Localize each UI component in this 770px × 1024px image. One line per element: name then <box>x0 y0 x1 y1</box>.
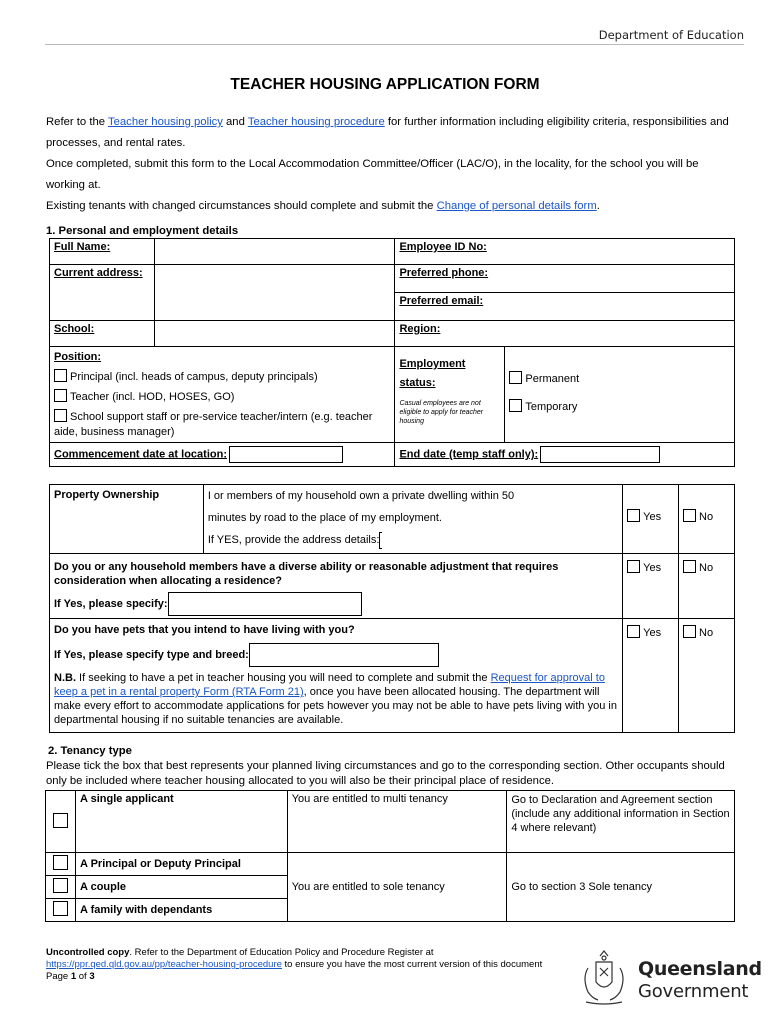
footer-text-b: to ensure you have the most current version of this document <box>281 959 543 970</box>
region-label: Region: <box>399 323 441 335</box>
pets-cell <box>50 619 623 733</box>
goto-section-3-text: Go to section 3 Sole tenancy <box>507 853 735 922</box>
school-label: School: <box>50 321 155 347</box>
property-no-label: No <box>699 511 714 523</box>
property-no-cell[interactable] <box>679 485 735 554</box>
employee-id-label: Employee ID No: <box>399 241 487 253</box>
principal-checkbox[interactable] <box>54 369 67 382</box>
permanent-option[interactable] <box>509 365 730 393</box>
diverse-ability-cell <box>50 554 623 619</box>
preferred-email-cell[interactable] <box>395 293 735 321</box>
ability-yes-cell[interactable] <box>623 554 679 619</box>
property-line-3: If YES, provide the address details: <box>207 534 380 546</box>
diverse-ability-question: Do you or any household members have a diverse ability or reasonable adjustment that requires consideration when allocating a residence? <box>54 561 559 587</box>
pets-question: Do you have pets that you intend to have living with you? <box>54 624 355 636</box>
diverse-ability-input[interactable] <box>168 592 362 616</box>
employment-status-options <box>505 347 735 443</box>
employment-status-label-1: Employment <box>399 358 466 370</box>
permanent-checkbox[interactable] <box>509 371 522 384</box>
family-label: A family with dependants <box>75 899 287 922</box>
queensland-government-logo <box>574 948 762 1008</box>
permanent-label: Permanent <box>525 373 580 385</box>
single-applicant-label: A single applicant <box>75 791 287 853</box>
pets-yes-checkbox[interactable] <box>627 625 640 638</box>
intro-text-1a: Refer to the <box>46 116 108 128</box>
pets-yes-cell[interactable] <box>623 619 679 733</box>
diverse-ability-specify-label: If Yes, please specify: <box>54 597 168 610</box>
teacher-checkbox[interactable] <box>54 389 67 402</box>
position-label: Position: <box>54 351 102 363</box>
footer-uncontrolled: Uncontrolled copy <box>46 947 130 958</box>
region-cell[interactable] <box>395 321 735 347</box>
pets-nb-text-b: , once you have been allocated housing. The department will make every effort to accommodate applications for pets however you may not be able to have pets living with you in departmental housing if no suitable tenancies are available. <box>54 686 617 726</box>
position-teacher-option[interactable] <box>54 387 390 407</box>
footer-text-a: . Refer to the Department of Education Policy and Procedure Register at <box>129 947 434 958</box>
page-current: 1 <box>70 971 77 982</box>
change-personal-details-link[interactable]: Change of personal details form <box>436 200 597 212</box>
page-total: 3 <box>89 971 95 982</box>
page-number <box>46 971 566 983</box>
goto-declaration-text: Go to Declaration and Agreement section (include any additional information in Section 4 where relevant) <box>507 791 735 853</box>
position-cell <box>50 347 395 443</box>
property-ownership-text <box>203 485 622 554</box>
commencement-date-input[interactable] <box>229 446 343 463</box>
family-checkbox[interactable] <box>53 901 68 916</box>
footer-disclaimer <box>46 947 546 971</box>
footer-text <box>46 947 566 983</box>
tenancy-type-table <box>45 790 735 922</box>
property-yes-cell[interactable] <box>623 485 679 554</box>
intro-text <box>46 112 736 217</box>
school-input[interactable] <box>154 321 395 347</box>
property-ownership-label: Property Ownership <box>50 485 204 554</box>
coat-of-arms-icon <box>574 948 634 1008</box>
preferred-phone-label: Preferred phone: <box>399 267 489 279</box>
pets-no-label: No <box>699 627 714 639</box>
department-header: Department of Education <box>598 28 744 42</box>
position-support-option[interactable] <box>54 409 390 440</box>
property-address-row <box>208 529 618 551</box>
intro-text-1c: for further information including eligibility criteria, responsibilities and processes, and rental rates. <box>46 116 729 149</box>
temporary-checkbox[interactable] <box>509 399 522 412</box>
casual-note: Casual employees are not eligible to apply for teacher housing <box>399 400 484 425</box>
pets-nb-text-a: If seeking to have a pet in teacher housing you will need to complete and submit the <box>76 672 491 684</box>
current-address-input[interactable] <box>154 265 395 321</box>
single-applicant-checkbox[interactable] <box>53 813 68 828</box>
header-divider <box>45 44 744 45</box>
full-name-input[interactable] <box>154 239 395 265</box>
employment-status-cell <box>395 347 505 443</box>
temporary-label: Temporary <box>525 401 578 413</box>
principal-tenancy-checkbox[interactable] <box>53 855 68 870</box>
property-no-checkbox[interactable] <box>683 509 696 522</box>
property-yes-label: Yes <box>643 511 662 523</box>
couple-label: A couple <box>75 876 287 899</box>
rta-form-21-link[interactable]: Request for approval to keep a pet in a rental property Form (RTA Form 21) <box>54 672 605 698</box>
couple-checkbox[interactable] <box>53 878 68 893</box>
multi-tenancy-text: You are entitled to multi tenancy <box>287 791 507 853</box>
sole-tenancy-text: You are entitled to sole tenancy <box>287 853 507 922</box>
end-date-cell <box>395 443 735 467</box>
pets-note <box>54 671 618 727</box>
ability-no-cell[interactable] <box>679 554 735 619</box>
ability-no-checkbox[interactable] <box>683 560 696 573</box>
ability-yes-label: Yes <box>643 562 662 574</box>
principal-tenancy-checkbox-cell[interactable] <box>46 853 76 876</box>
diverse-ability-specify-row <box>54 592 618 616</box>
intro-text-3a: Existing tenants with changed circumstances should complete and submit the <box>46 200 437 212</box>
temporary-option[interactable] <box>509 393 730 421</box>
section-2-description: Please tick the box that best represents your planned living circumstances and go to the corresponding section. Other occupants should only be included where teacher housing allocated to you will also be their principal place of residence. <box>46 760 725 787</box>
property-line-2: minutes by road to the place of my employment. <box>207 512 442 524</box>
position-principal-option[interactable] <box>54 367 390 387</box>
end-date-input[interactable] <box>540 446 660 463</box>
form-title: TEACHER HOUSING APPLICATION FORM <box>230 76 540 93</box>
pets-yes-label: Yes <box>643 627 662 639</box>
section-1-heading: 1. Personal and employment details <box>46 225 239 237</box>
single-applicant-checkbox-cell[interactable] <box>46 791 76 853</box>
pets-no-checkbox[interactable] <box>683 625 696 638</box>
page-label: Page <box>46 971 71 982</box>
employment-status-label-2: status: <box>399 377 436 389</box>
preferred-phone-cell[interactable] <box>395 265 735 293</box>
pets-specify-row <box>54 643 618 667</box>
full-name-label: Full Name: <box>50 239 155 265</box>
principal-label: Principal (incl. heads of campus, deputy principals) <box>70 371 318 383</box>
pets-specify-label: If Yes, please specify type and breed: <box>54 648 249 661</box>
section-2-heading: 2. Tenancy type <box>48 745 132 757</box>
household-table <box>49 484 735 733</box>
ability-yes-checkbox[interactable] <box>627 560 640 573</box>
pets-nb-label: N.B. <box>54 672 76 684</box>
current-address-label: Current address: <box>50 265 155 321</box>
preferred-email-label: Preferred email: <box>399 295 484 307</box>
commencement-cell <box>50 443 395 467</box>
property-line-1: I or members of my household own a private dwelling within 50 <box>207 490 515 502</box>
pets-no-cell[interactable] <box>679 619 735 733</box>
commencement-label: Commencement date at location: <box>54 448 227 461</box>
property-yes-checkbox[interactable] <box>627 509 640 522</box>
teacher-housing-policy-link[interactable]: Teacher housing policy <box>107 116 223 128</box>
personal-details-table <box>49 238 735 467</box>
property-address-input[interactable] <box>379 532 382 549</box>
teacher-housing-procedure-link[interactable]: Teacher housing procedure <box>247 116 385 128</box>
pets-type-breed-input[interactable] <box>249 643 439 667</box>
logo-government: Government <box>638 981 749 1002</box>
principal-tenancy-label: A Principal or Deputy Principal <box>75 853 287 876</box>
intro-paragraph-2: Once completed, submit this form to the Local Accommodation Committee/Officer (LAC/O), in the locality, for the school you will be working at. <box>46 158 699 191</box>
ability-no-label: No <box>699 562 714 574</box>
couple-checkbox-cell[interactable] <box>46 876 76 899</box>
teacher-label: Teacher (incl. HOD, HOSES, GO) <box>70 391 235 403</box>
employee-id-cell[interactable] <box>395 239 735 265</box>
family-checkbox-cell[interactable] <box>46 899 76 922</box>
support-staff-checkbox[interactable] <box>54 409 67 422</box>
page-of: of <box>76 971 90 982</box>
intro-text-1b: and <box>222 116 248 128</box>
logo-queensland: Queensland <box>638 958 762 980</box>
support-staff-label: School support staff or pre-service teacher/intern (e.g. teacher aide, business manager) <box>54 411 373 438</box>
ppr-link[interactable]: https://ppr.qed.qld.gov.au/pp/teacher-housing-procedure <box>46 959 282 970</box>
end-date-label: End date (temp staff only): <box>399 448 539 461</box>
intro-paragraph-1 <box>46 112 736 154</box>
intro-paragraph-3 <box>46 196 736 217</box>
intro-text-3b: . <box>596 200 600 212</box>
